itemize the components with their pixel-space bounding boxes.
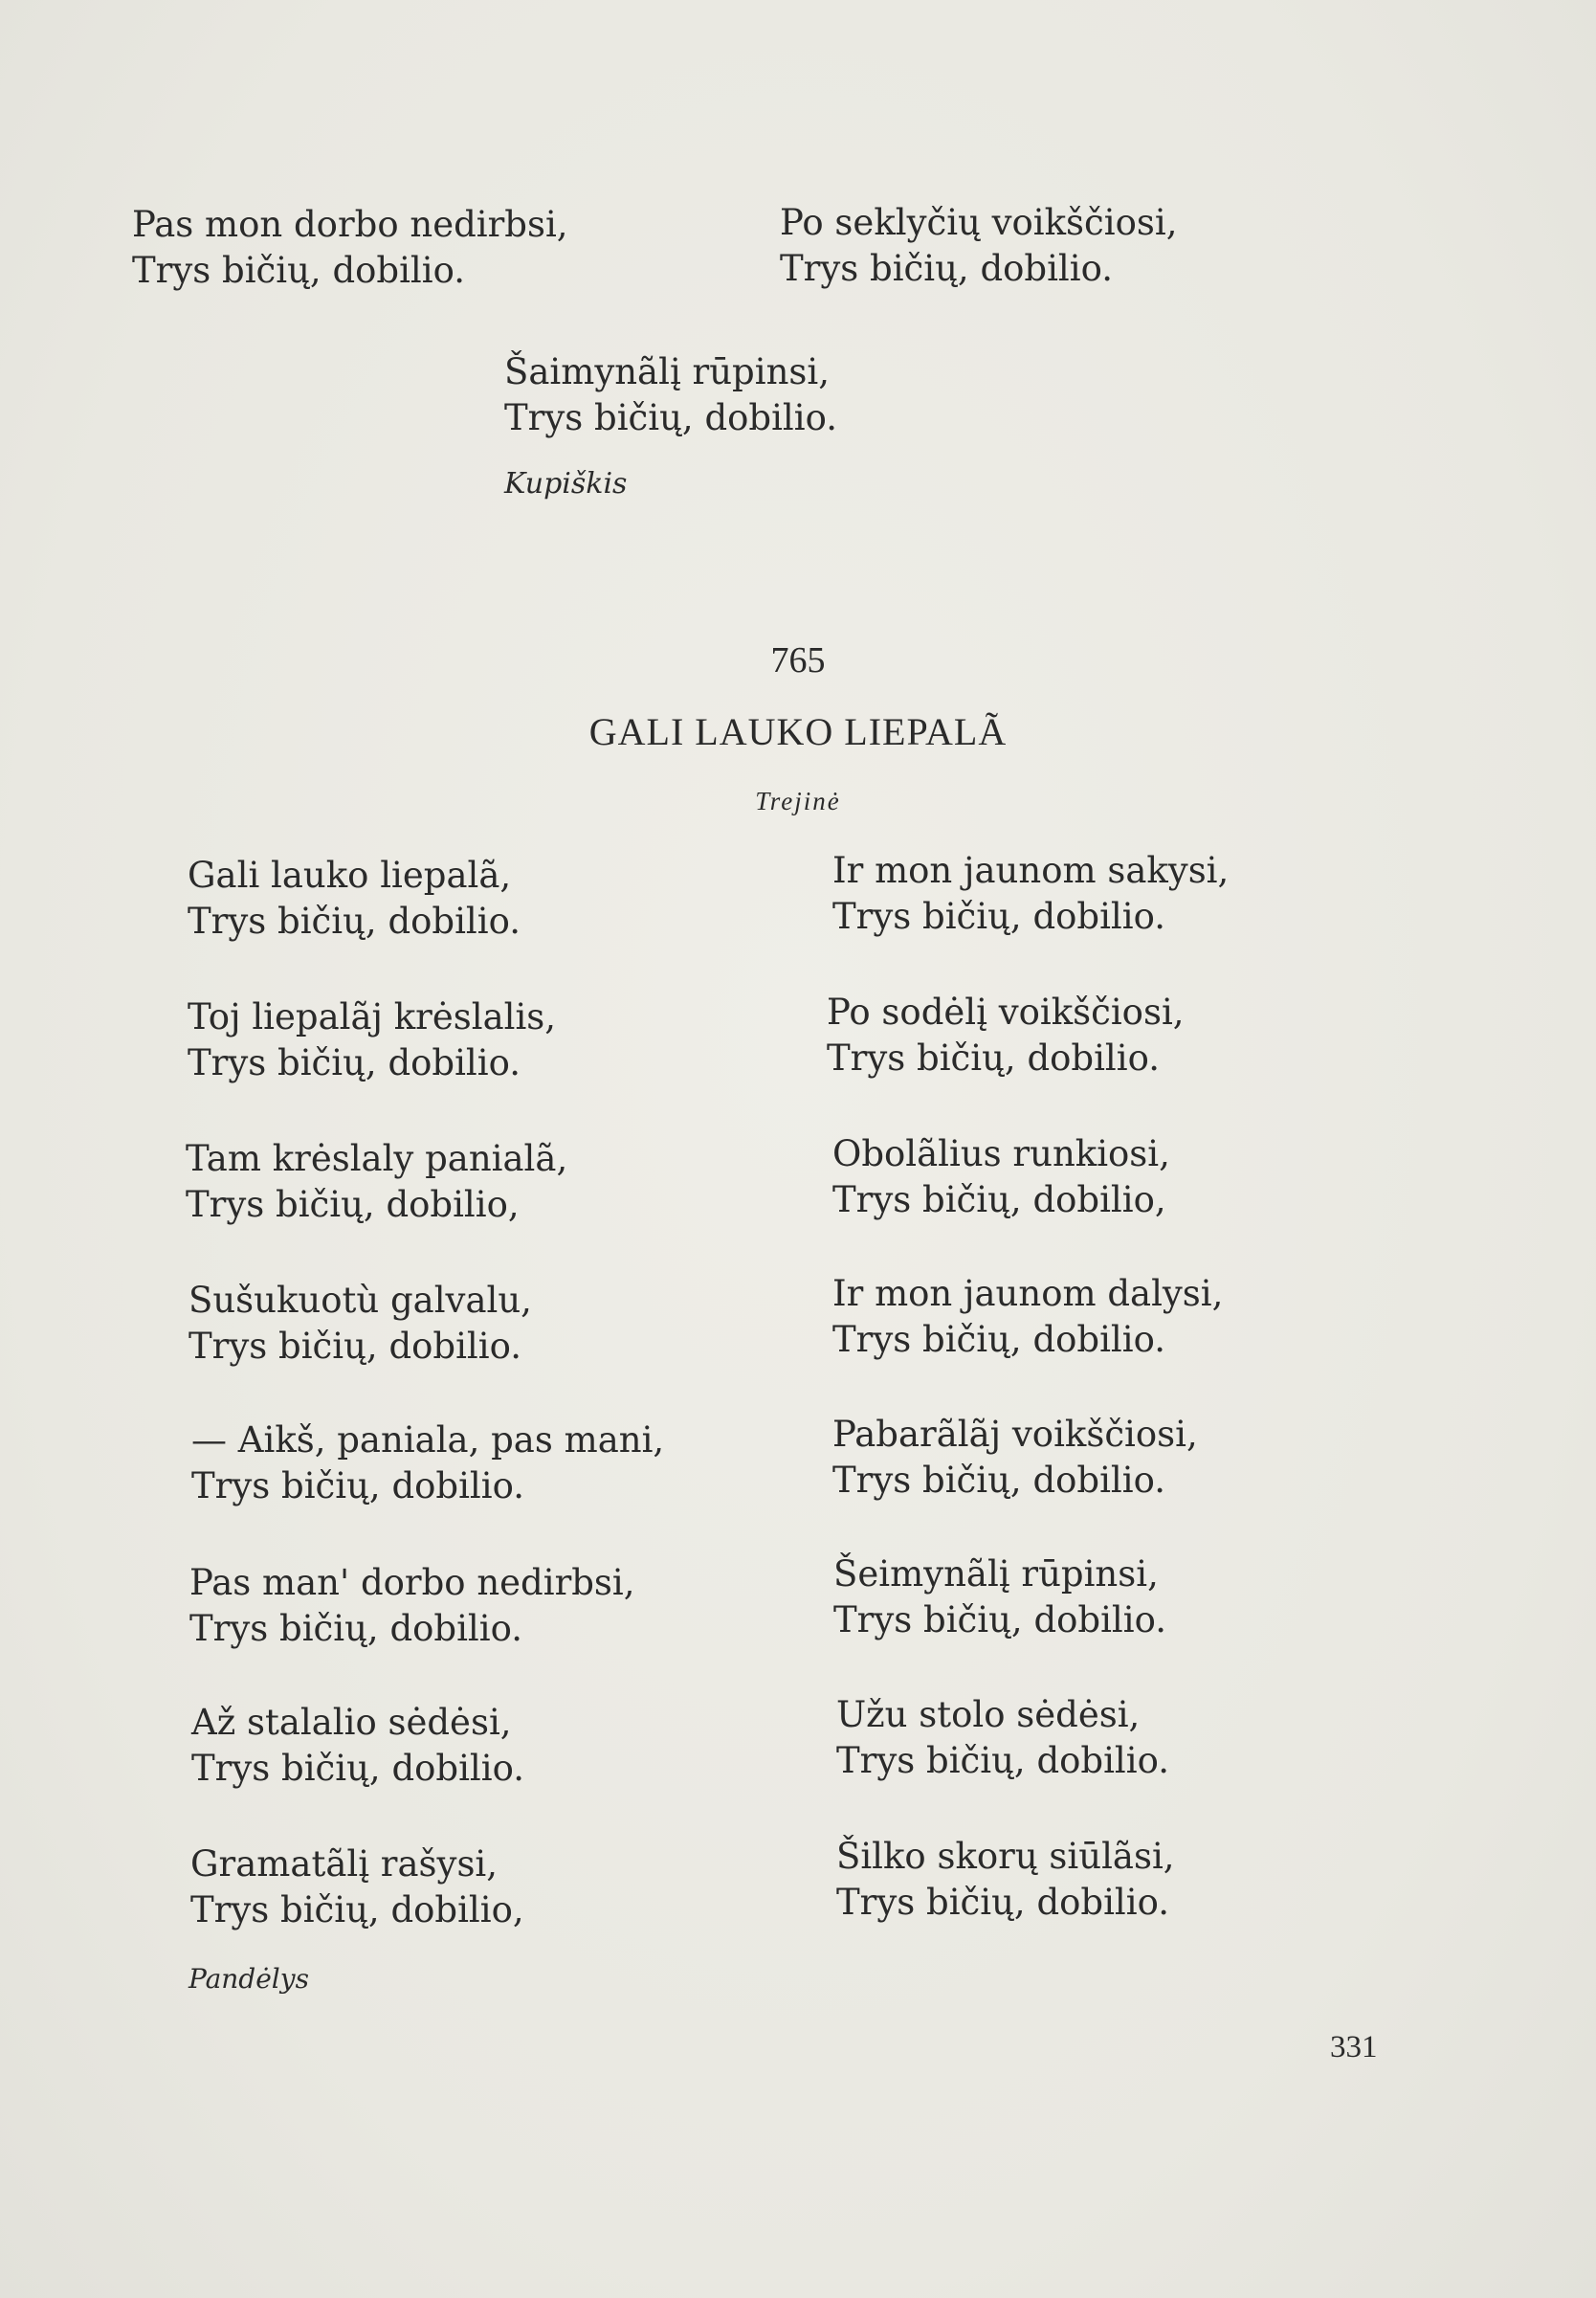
verse-line: Po seklyčių voikščiosi,: [780, 202, 1178, 243]
right-stanza-1: [832, 848, 1229, 940]
verse-line: Trys bičių, dobilio,: [190, 1889, 524, 1930]
top-left-stanza: [132, 202, 568, 294]
song-place-name: Pandėlys: [188, 1963, 309, 1995]
left-stanza-8: [190, 1841, 524, 1933]
left-stanza-6: [189, 1560, 635, 1652]
top-right-stanza: [780, 200, 1177, 292]
verse-line: Toj liepalãj krėslalis,: [188, 996, 557, 1037]
verse-line: Ir mon jaunom dalysi,: [832, 1273, 1224, 1314]
verse-line: Trys bičių, dobilio.: [836, 1882, 1169, 1923]
verse-line: Trys bičių, dobilio,: [186, 1184, 520, 1225]
verse-line: Obolãlius runkiosi,: [832, 1133, 1170, 1174]
verse-line: Gramatãlį rašysi,: [190, 1843, 499, 1885]
left-stanza-5: [191, 1417, 664, 1509]
song-subtitle: Trejinė: [755, 787, 841, 815]
right-stanza-6: [833, 1551, 1166, 1643]
verse-line: Trys bičių, dobilio.: [827, 1037, 1160, 1079]
verse-line: Po sodėlį voikščiosi,: [827, 992, 1185, 1033]
left-stanza-1: [188, 853, 521, 945]
right-stanza-4: [832, 1271, 1223, 1363]
song-number: 765: [770, 640, 826, 680]
verse-line: Šilko skorų siūlãsi,: [836, 1836, 1175, 1877]
verse-line: Pas man' dorbo nedirbsi,: [189, 1562, 635, 1603]
verse-line: Trys bičių, dobilio.: [780, 248, 1113, 289]
right-stanza-8: [836, 1834, 1175, 1926]
top-place-name: Kupiškis: [504, 467, 628, 501]
verse-line: Trys bičių, dobilio.: [132, 250, 465, 291]
verse-line: Trys bičių, dobilio.: [191, 1465, 524, 1506]
verse-line: Trys bičių, dobilio.: [836, 1740, 1169, 1781]
verse-line: Trys bičių, dobilio.: [189, 1608, 522, 1649]
verse-line: Tam krėslaly panialã,: [186, 1138, 568, 1179]
verse-line: Užu stolo sėdėsi,: [836, 1694, 1141, 1735]
verse-line: Gali lauko liepalã,: [188, 855, 512, 896]
verse-line: Šaimynãlį rūpinsi,: [504, 351, 830, 392]
page-number: 331: [1330, 2030, 1378, 2064]
verse-line: Pas mon dorbo nedirbsi,: [132, 204, 568, 245]
verse-line: Trys bičių, dobilio.: [188, 1042, 521, 1083]
verse-line: Trys bičių, dobilio.: [188, 901, 521, 942]
verse-line: Trys bičių, dobilio.: [504, 397, 837, 438]
verse-line: Trys bičių, dobilio.: [191, 1748, 524, 1789]
song-title: GALI LAUKO LIEPALÃ: [588, 710, 1008, 753]
verse-line: Trys bičių, dobilio.: [188, 1326, 521, 1367]
verse-line: Trys bičių, dobilio,: [832, 1179, 1166, 1220]
right-stanza-3: [832, 1131, 1170, 1223]
left-stanza-7: [191, 1700, 524, 1792]
verse-line: Trys bičių, dobilio.: [833, 1599, 1166, 1640]
verse-line: Šeimynãlį rūpinsi,: [833, 1553, 1159, 1595]
verse-line: Trys bičių, dobilio.: [832, 1460, 1165, 1501]
verse-line: Sušukuotù galvalu,: [188, 1280, 532, 1321]
right-stanza-2: [827, 990, 1185, 1082]
right-stanza-7: [836, 1692, 1169, 1784]
verse-line: Ir mon jaunom sakysi,: [832, 850, 1230, 891]
verse-line: Trys bičių, dobilio.: [832, 1319, 1165, 1360]
top-center-stanza: [504, 349, 837, 441]
verse-line: Trys bičių, dobilio.: [832, 896, 1165, 937]
right-stanza-5: [832, 1412, 1198, 1504]
verse-line: — Aikš, paniala, pas mani,: [191, 1419, 665, 1461]
left-stanza-2: [188, 994, 556, 1086]
left-stanza-3: [186, 1136, 567, 1228]
verse-line: Pabarãlãj voikščiosi,: [832, 1414, 1198, 1455]
left-stanza-4: [188, 1278, 532, 1370]
verse-line: Až stalalio sėdėsi,: [191, 1702, 512, 1743]
